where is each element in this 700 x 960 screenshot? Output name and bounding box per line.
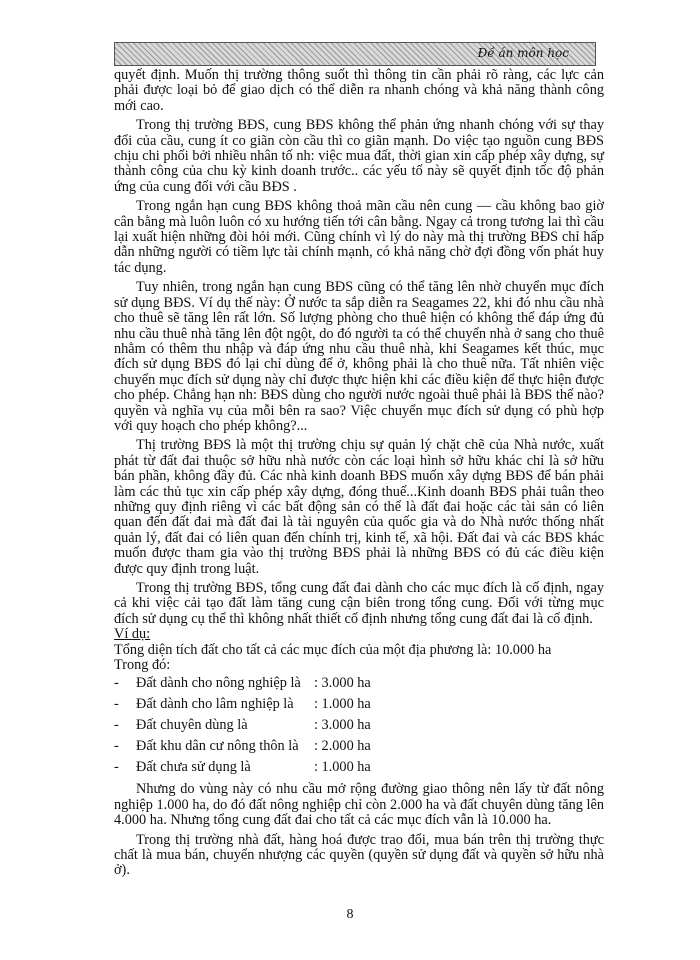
list-item [114,715,604,736]
example-intro: Trong đó: [114,657,171,674]
item-value: : 2.000 ha [314,738,371,755]
example-label: Ví dụ: [114,626,151,643]
page-header [114,42,596,66]
item-label: Đất dành cho nông nghiệp là [136,675,301,692]
example-total: Tổng diện tích đất cho tất cả các mục đích của một địa phương là: 10.000 ha [114,641,552,658]
bullet: - [114,696,119,713]
paragraph: Trong thị trường nhà đất, hàng hoá được trao đổi, mua bán trên thị trường thực chất là mua bán, chuyển nhượng các quyền (quyền sử dụng đất và quyền sở hữu nhà ở). [114,831,604,879]
paragraph: Trong thị trường BĐS, cung BĐS không thể phản ứng nhanh chóng với sự thay đổi của cầu, cung ít co giãn còn cầu thì co giãn mạnh. Do việc tạo nguồn cung BĐS chịu chi phối bởi nhiều nhân tố nh: việc mua đất, thời gian xin cấp phép xây dựng, sự thành công của chu kỳ kinh doanh trước.. các yếu tố này sẽ quyết định tốc độ phản ứng của cung đối với cầu BĐS . [114,117,604,195]
paragraph: Trong thị trường BĐS, tổng cung đất đai dành cho các mục đích là cố định, ngay cả khi việc cải tạo đất làm tăng cung cận biên trong tổng cung. Đối với từng mục đích sử dụng cụ thể thì không nhất thiết cố định nhưng tổng cung đất đai là cố định. [114,580,604,627]
item-label: Đất chuyên dùng là [136,717,248,734]
page-number: 8 [346,907,354,922]
list-item [114,757,604,778]
item-value: : 3.000 ha [314,675,371,692]
paragraph: Thị trường BĐS là một thị trường chịu sự quản lý chặt chẽ của Nhà nước, xuất phát từ đất đai thuộc sở hữu nhà nước còn các loại hình sở hữu khác chỉ là sở hữu bán phần, không đầy đủ. Các nhà kinh doanh BĐS muốn xây dựng BĐS để bán phải làm các thủ tục xin cấp phép xây dựng, đóng thuế...Kinh doanh BĐS phải tuân theo những quy định riêng vì các bất động sản có thể là đất đai hoặc các tài sản có liên quan đến đất đai mà đất đai là tài nguyên của quốc gia và do Nhà nước thống nhất quản lý, đất đai có liên quan đến chính trị, kinh tế, xã hội. Đất đai và các BĐS khác muốn được tham gia vào thị trường BĐS phải là những BĐS có đủ các điều kiện được quy định trong luật. [114,437,604,577]
item-label: Đất khu dân cư nông thôn là [136,738,299,755]
bullet: - [114,759,119,776]
item-value: : 1.000 ha [314,759,371,776]
list-item [114,673,604,694]
header-title: Đề án môn học [477,46,569,60]
list-item [114,736,604,757]
land-use-list [114,673,604,778]
item-label: Đất chưa sử dụng là [136,759,251,776]
paragraph: Trong ngắn hạn cung BĐS không thoả mãn cầu nên cung — cầu không bao giờ cân bằng mà luôn luôn có xu hướng tiến tới cân bằng. Ngay cả trong tương lai thì cầu lại xuất hiện những đòi hỏi mới. Cũng chính vì lý do này mà thị trường BĐS chỉ hấp dẫn những người có tiềm lực tài chính mạnh, có khả năng chờ đợi đồng vốn phát huy tác dụng. [114,198,604,276]
item-label: Đất dành cho lâm nghiệp là [136,696,294,713]
bullet: - [114,717,119,734]
item-value: : 3.000 ha [314,717,371,734]
paragraph: Tuy nhiên, trong ngắn hạn cung BĐS cũng có thể tăng lên nhờ chuyển mục đích sử dụng BĐS. Ví dụ thế này: Ở nước ta sắp diễn ra Seagames 22, khi đó nhu cầu nhà cho thuê sẽ tăng lên rất lớn. Số lượng phòng cho thuê hiện có không thể đáp ứng đủ nhu cầu thuê nhà tăng lên đột ngột, do đó người ta có thể chuyển nhà ở sang cho thuê nhằm có thêm thu nhập và đáp ứng nhu cầu thuê nhà, khi Seagames kết thúc, mục đích sử dụng BĐS đó lại chỉ dùng để ở, không phải là cho thuê nữa. Tất nhiên việc chuyển mục đích sử dụng này chỉ được thực hiện khi các điều kiện để thực hiện được cho phép. Chẳng hạn nh: BĐS dùng cho người nước ngoài thuê phải là BĐS thế nào? quyền và nghĩa vụ của mỗi bên ra sao? Việc chuyển mục đích sử dụng có phù hợp với quy hoạch cho phép không?... [114,279,604,434]
paragraph: Nhưng do vùng này có nhu cầu mở rộng đường giao thông nên lấy từ đất nông nghiệp 1.000 ha, do đó đất nông nghiệp chỉ còn 2.000 ha và đất chuyên dùng tăng lên 4.000 ha. Nhưng tổng cung đất đai cho tất cả các mục đích vẫn là 10.000 ha. [114,781,604,829]
paragraph: quyết định. Muốn thị trường thông suốt thì thông tin cần phải rõ ràng, các lực cản phải được loại bỏ để giao dịch có thể diễn ra nhanh chóng và khả năng thành công mới cao. [114,67,604,114]
body-text [114,68,604,883]
item-value: : 1.000 ha [314,696,371,713]
bullet: - [114,738,119,755]
bullet: - [114,675,119,692]
list-item [114,694,604,715]
